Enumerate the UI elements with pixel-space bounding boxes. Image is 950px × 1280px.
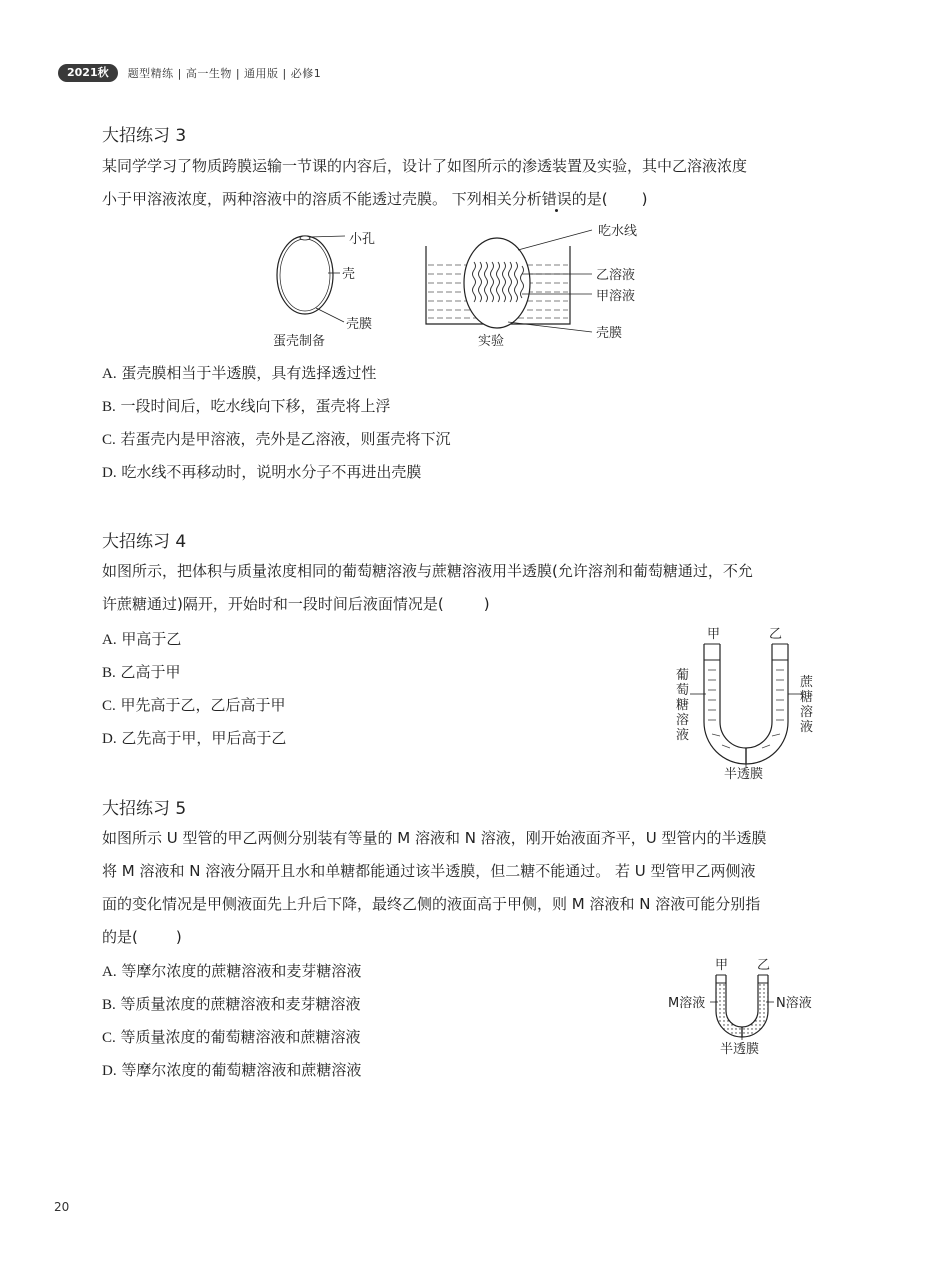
- label-shell-membrane-right: 壳膜: [596, 326, 623, 341]
- emphasis-error: 错误: [541, 190, 572, 208]
- svg-text:葡: 葡: [676, 668, 690, 683]
- q3-option-b[interactable]: B. 一段时间后，吃水线向下移，蛋壳将上浮: [102, 397, 391, 415]
- q5-option-c[interactable]: C. 等质量浓度的葡萄糖溶液和蔗糖溶液: [102, 1028, 361, 1046]
- q5-option-d[interactable]: D. 等摩尔浓度的葡萄糖溶液和蔗糖溶液: [102, 1061, 362, 1079]
- q5-stem-line2: 将 M 溶液和 N 溶液分隔开且水和单糖都能通过该半透膜，但二糖不能通过。 若 U 型管甲乙两侧液: [102, 862, 756, 880]
- q4-figure-u-tube: [668, 624, 828, 784]
- q3-title: 大招练习 3: [102, 126, 187, 146]
- q5-label-m-solution: M溶液: [668, 996, 706, 1011]
- q3-option-a[interactable]: A. 蛋壳膜相当于半透膜，具有选择透过性: [102, 364, 377, 382]
- q4-label-membrane: 半透膜: [724, 767, 764, 782]
- osmosis-experiment-diagram: [426, 223, 637, 349]
- q5-option-b[interactable]: B. 等质量浓度的蔗糖溶液和麦芽糖溶液: [102, 995, 361, 1013]
- q5-stem-line1: 如图所示 U 型管的甲乙两侧分别装有等量的 M 溶液和 N 溶液，刚开始液面齐平，U 型管内的半透膜: [102, 829, 767, 847]
- caption-eggshell-prep: 蛋壳制备: [273, 334, 326, 349]
- q4-label-jia: 甲: [707, 627, 721, 642]
- q5-label-n-solution: N溶液: [776, 996, 812, 1011]
- svg-text:糖: 糖: [800, 690, 814, 705]
- page-number: 20: [54, 1200, 70, 1214]
- svg-text:液: 液: [676, 728, 690, 743]
- q3-figure-eggshell-osmosis: [260, 218, 680, 354]
- label-solution-jia: 甲溶液: [596, 289, 636, 304]
- q5-stem: [102, 822, 822, 954]
- q5-stem-line3: 面的变化情况是甲侧液面先上升后下降，最终乙侧的液面高于甲侧，则 M 溶液和 N 溶液可能分别指: [102, 895, 761, 913]
- label-shell-membrane-left: 壳膜: [346, 317, 373, 332]
- q4-stem-line2: 许蔗糖通过)隔开，开始时和一段时间后液面情况是( ): [102, 595, 490, 613]
- q4-label-sucrose-solution: [800, 674, 814, 735]
- q4-option-b[interactable]: B. 乙高于甲: [102, 663, 181, 681]
- svg-text:溶: 溶: [676, 713, 690, 728]
- q5-label-jia: 甲: [715, 958, 729, 973]
- label-hole: 小孔: [349, 232, 376, 247]
- q3-stem-line2: 小于甲溶液浓度，两种溶液中的溶质不能透过壳膜。 下列相关分析错误的是( ): [102, 190, 648, 208]
- q5-title: 大招练习 5: [102, 799, 187, 819]
- q4-label-yi: 乙: [769, 627, 783, 642]
- q5-option-a[interactable]: A. 等摩尔浓度的蔗糖溶液和麦芽糖溶液: [102, 962, 362, 980]
- q3-option-d[interactable]: D. 吃水线不再移动时，说明水分子不再进出壳膜: [102, 463, 422, 481]
- book-breadcrumb: 题型精练 | 高一生物 | 通用版 | 必修1: [127, 67, 322, 80]
- svg-text:糖: 糖: [676, 698, 690, 713]
- q4-option-a[interactable]: A. 甲高于乙: [102, 630, 182, 648]
- q5-figure-u-tube: [666, 955, 826, 1059]
- edition-badge: 2021秋: [58, 64, 118, 82]
- q4-label-glucose-solution: [676, 668, 689, 743]
- svg-text:萄: 萄: [676, 683, 690, 698]
- q3-stem: [102, 150, 822, 216]
- label-solution-yi: 乙溶液: [596, 268, 636, 283]
- page-header: [58, 64, 321, 82]
- label-water-line: 吃水线: [598, 224, 638, 239]
- svg-text:液: 液: [800, 720, 814, 735]
- q4-option-d[interactable]: D. 乙先高于甲，甲后高于乙: [102, 729, 287, 747]
- eggshell-prepared-diagram: [273, 231, 375, 349]
- q5-stem-line4: 的是( ): [102, 928, 182, 946]
- caption-experiment: 实验: [478, 334, 505, 349]
- svg-text:蔗: 蔗: [800, 675, 814, 690]
- label-shell: 壳: [342, 267, 356, 282]
- q3-stem-line1: 某同学学习了物质跨膜运输一节课的内容后，设计了如图所示的渗透装置及实验，其中乙溶液浓度: [102, 157, 748, 175]
- q4-option-c[interactable]: C. 甲先高于乙，乙后高于甲: [102, 696, 286, 714]
- svg-text:溶: 溶: [800, 705, 814, 720]
- q4-stem: [102, 555, 822, 621]
- q4-stem-line1: 如图所示，把体积与质量浓度相同的葡萄糖溶液与蔗糖溶液用半透膜(允许溶剂和葡萄糖通过，不允: [102, 562, 753, 580]
- q5-label-yi: 乙: [757, 958, 771, 973]
- q4-title: 大招练习 4: [102, 532, 187, 552]
- q5-label-membrane: 半透膜: [720, 1042, 760, 1057]
- q3-option-c[interactable]: C. 若蛋壳内是甲溶液，壳外是乙溶液，则蛋壳将下沉: [102, 430, 451, 448]
